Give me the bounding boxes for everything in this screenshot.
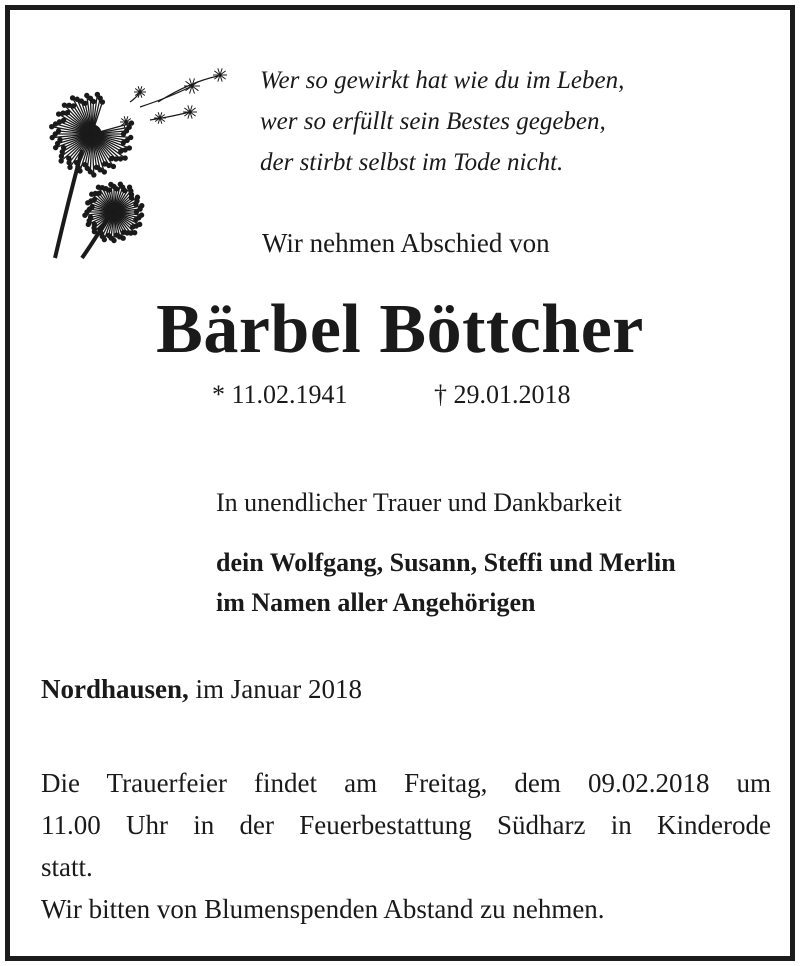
family-signature: [216, 543, 676, 623]
service-line: statt.: [41, 852, 93, 882]
poem-line: Wer so gewirkt hat wie du im Leben,: [260, 67, 625, 94]
small-dandelion-head-icon: [83, 182, 144, 243]
obituary-notice: [5, 5, 795, 961]
family-relatives: im Namen aller Angehörigen: [216, 588, 536, 617]
poem: [260, 60, 624, 183]
funeral-service-info: [41, 762, 771, 930]
place-date: [41, 674, 362, 705]
large-dandelion-head-icon: [50, 92, 134, 177]
family-names: dein Wolfgang, Susann, Steffi und Merlin: [216, 548, 676, 577]
service-line: Die Trauerfeier findet am Freitag, dem 09.02.2018 um: [41, 768, 771, 798]
place-city: Nordhausen,: [41, 674, 189, 704]
service-line: 11.00 Uhr in der Feuerbestattung Südharz in Kinderode: [41, 810, 771, 840]
poem-line: der stirbt selbst im Tode nicht.: [260, 149, 564, 176]
mourning-line: In unendlicher Trauer und Dankbarkeit: [216, 488, 622, 517]
place-month: im Januar 2018: [188, 674, 363, 704]
intro-text: Wir nehmen Abschied von: [262, 228, 550, 258]
flying-seeds-icon: [130, 76, 218, 120]
dandelion-icon: [40, 62, 250, 262]
deceased-name: Bärbel Böttcher: [156, 291, 644, 368]
flower-note: Wir bitten von Blumenspenden Abstand zu nehmen.: [41, 894, 605, 924]
death-date: † 29.01.2018: [434, 380, 571, 409]
poem-line: wer so erfüllt sein Bestes gegeben,: [260, 108, 606, 135]
birth-date: * 11.02.1941: [212, 380, 348, 409]
